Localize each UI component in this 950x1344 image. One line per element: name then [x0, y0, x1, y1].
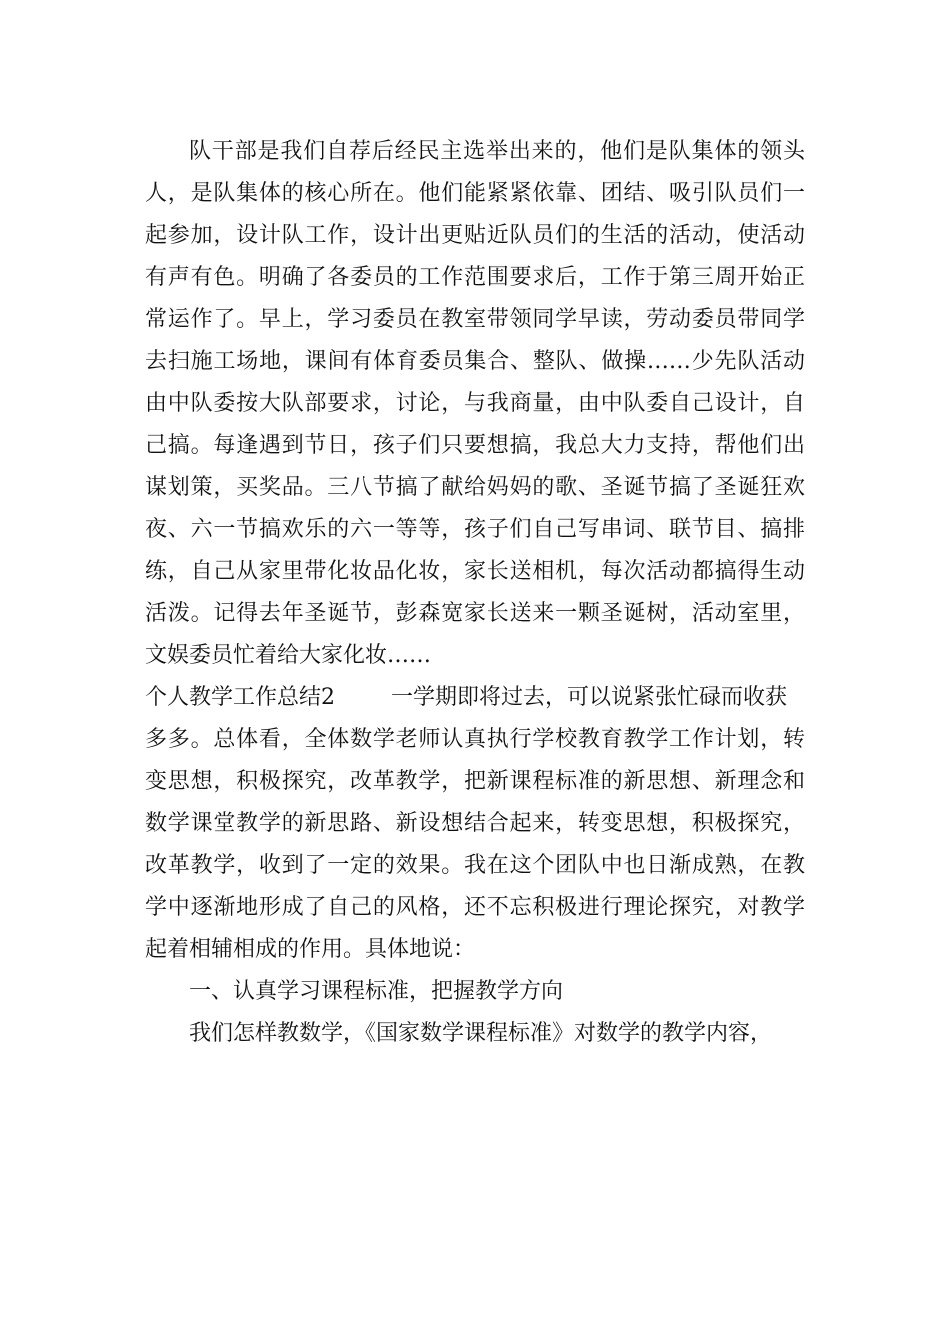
- section-title: 个人教学工作总结2: [145, 685, 335, 710]
- paragraph-line: 队干部是我们自荐后经民主选举出来的，他们是队集体的领头: [189, 139, 805, 164]
- paragraph-line: 谋划策，买奖品。三八节搞了献给妈妈的歌、圣诞节搞了圣诞狂欢: [145, 475, 805, 500]
- paragraph-line: 起着相辅相成的作用。具体地说：: [145, 937, 476, 962]
- paragraph-line: 由中队委按大队部要求，讨论，与我商量，由中队委自己设计，自: [145, 391, 805, 416]
- paragraph-team-leaders: [145, 131, 805, 677]
- section-heading: 一、认真学习课程标准，把握教学方向: [189, 979, 564, 1004]
- paragraph-line: 己搞。每逢遇到节日，孩子们只要想搞，我总大力支持，帮他们出: [145, 433, 805, 458]
- paragraph-teaching-summary: [145, 677, 805, 971]
- paragraph-line: 练，自己从家里带化妆品化妆，家长送相机，每次活动都搞得生动: [145, 559, 805, 584]
- paragraph-line: 变思想，积极探究，改革教学，把新课程标准的新思想、新理念和: [145, 769, 805, 794]
- paragraph-line: 数学课堂教学的新思路、新设想结合起来，转变思想，积极探究，: [145, 811, 805, 836]
- paragraph-line: 人，是队集体的核心所在。他们能紧紧依靠、团结、吸引队员们一: [145, 181, 805, 206]
- paragraph-line: 夜、六一节搞欢乐的六一等等，孩子们自己写串词、联节目、搞排: [145, 517, 805, 542]
- paragraph-line: 我们怎样教数学，《国家数学课程标准》对数学的教学内容，: [189, 1021, 773, 1046]
- paragraph-line: 活泼。记得去年圣诞节，彭森宽家长送来一颗圣诞树，活动室里，: [145, 601, 805, 626]
- document-body: [145, 131, 805, 1055]
- section-title-line: [145, 677, 805, 719]
- paragraph-line: 常运作了。早上，学习委员在教室带领同学早读，劳动委员带同学: [145, 307, 805, 332]
- paragraph-line: 起参加，设计队工作，设计出更贴近队员们的生活的活动，使活动: [145, 223, 805, 248]
- paragraph-curriculum: [145, 1013, 805, 1055]
- paragraph-line: 改革教学，收到了一定的效果。我在这个团队中也日渐成熟，在教: [145, 853, 805, 878]
- paragraph-line: 有声有色。明确了各委员的工作范围要求后，工作于第三周开始正: [145, 265, 805, 290]
- paragraph-line: 多多。总体看，全体数学老师认真执行学校教育教学工作计划，转: [145, 727, 805, 752]
- paragraph-line: 文娱委员忙着给大家化妆……: [145, 643, 432, 668]
- paragraph-line: 学中逐渐地形成了自己的风格，还不忘积极进行理论探究，对教学: [145, 895, 805, 920]
- paragraph-line: 去扫施工场地，课间有体育委员集合、整队、做操……少先队活动: [145, 349, 805, 374]
- paragraph-first-line: 一学期即将过去，可以说紧张忙碌而收获: [391, 685, 788, 710]
